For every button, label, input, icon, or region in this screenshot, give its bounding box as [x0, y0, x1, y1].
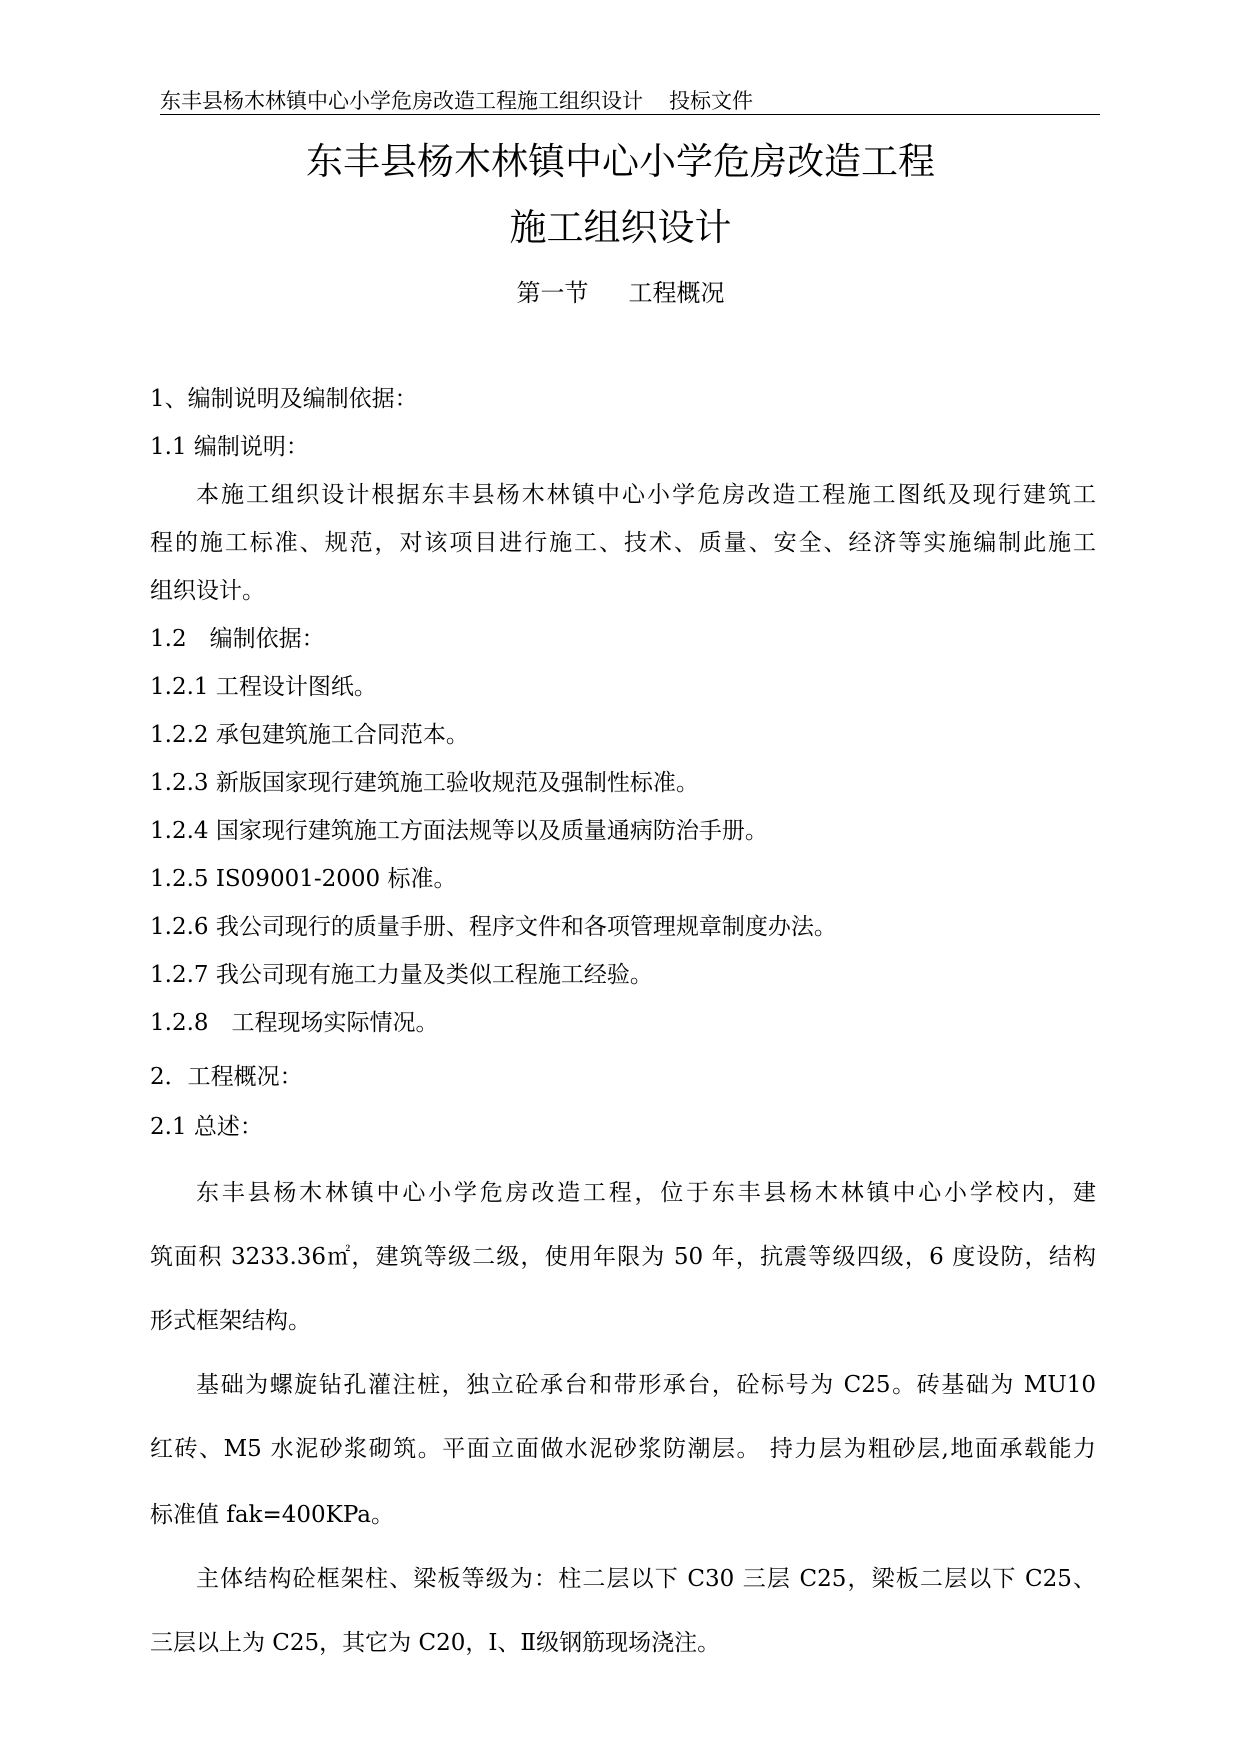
- paragraph-line: 三层以上为 C25，其它为 C20，Ⅰ、Ⅱ级钢筋现场浇注。: [150, 1630, 721, 1656]
- list-item: 1.2.3 新版国家现行建筑施工验收规范及强制性标准。: [150, 770, 699, 796]
- paragraph-line: 本施工组织设计根据东丰县杨木林镇中心小学危房改造工程施工图纸及现行建筑工: [196, 482, 1096, 508]
- heading-compilation-notes: 1.1 编制说明：: [150, 434, 309, 460]
- paragraph-line: 红砖、M5 水泥砂浆砌筑。平面立面做水泥砂浆防潮层。 持力层为粗砂层,地面承载能力: [150, 1436, 1096, 1462]
- heading-compilation-basis: 1.2 编制依据：: [150, 626, 325, 652]
- list-item: 1.2.1 工程设计图纸。: [150, 674, 377, 700]
- paragraph-line: 形式框架结构。: [150, 1308, 311, 1334]
- list-item: 1.2.7 我公司现有施工力量及类似工程施工经验。: [150, 962, 653, 988]
- document-title-line-2: 施工组织设计: [509, 206, 732, 249]
- page-header: [160, 88, 1100, 115]
- list-item: 1.2.4 国家现行建筑施工方面法规等以及质量通病防治手册。: [150, 818, 768, 844]
- list-item: 1.2.5 IS09001-2000 标准。: [150, 866, 457, 892]
- heading-project-overview: 2．工程概况：: [150, 1064, 303, 1090]
- heading-general-description: 2.1 总述：: [150, 1114, 263, 1140]
- heading-compilation: 1、编制说明及编制依据：: [150, 386, 418, 412]
- paragraph-line: 组织设计。: [150, 578, 265, 604]
- section-number: 第一节: [516, 279, 589, 307]
- paragraph-line: 标准值 fak=400KPa。: [150, 1502, 394, 1528]
- header-document-title: 东丰县杨木林镇中心小学危房改造工程施工组织设计: [160, 89, 643, 113]
- header-document-type: 投标文件: [669, 89, 753, 113]
- paragraph-line: 筑面积 3233.36㎡，建筑等级二级，使用年限为 50 年，抗震等级四级，6 度设防，结构: [150, 1244, 1096, 1270]
- list-item: 1.2.2 承包建筑施工合同范本。: [150, 722, 469, 748]
- list-item: 1.2.8 工程现场实际情况。: [150, 1010, 439, 1036]
- document-title-line-1: 东丰县杨木林镇中心小学危房改造工程: [306, 140, 935, 183]
- paragraph-line: 东丰县杨木林镇中心小学危房改造工程，位于东丰县杨木林镇中心小学校内，建: [196, 1180, 1096, 1206]
- section-heading: [0, 278, 1241, 308]
- paragraph-line: 基础为螺旋钻孔灌注桩，独立砼承台和带形承台，砼标号为 C25。砖基础为 MU10: [196, 1372, 1096, 1398]
- section-name: 工程概况: [628, 279, 725, 307]
- list-item: 1.2.6 我公司现行的质量手册、程序文件和各项管理规章制度办法。: [150, 914, 837, 940]
- paragraph-line: 程的施工标准、规范，对该项目进行施工、技术、质量、安全、经济等实施编制此施工: [150, 530, 1096, 556]
- paragraph-line: 主体结构砼框架柱、梁板等级为：柱二层以下 C30 三层 C25，梁板二层以下 C25、: [196, 1566, 1096, 1592]
